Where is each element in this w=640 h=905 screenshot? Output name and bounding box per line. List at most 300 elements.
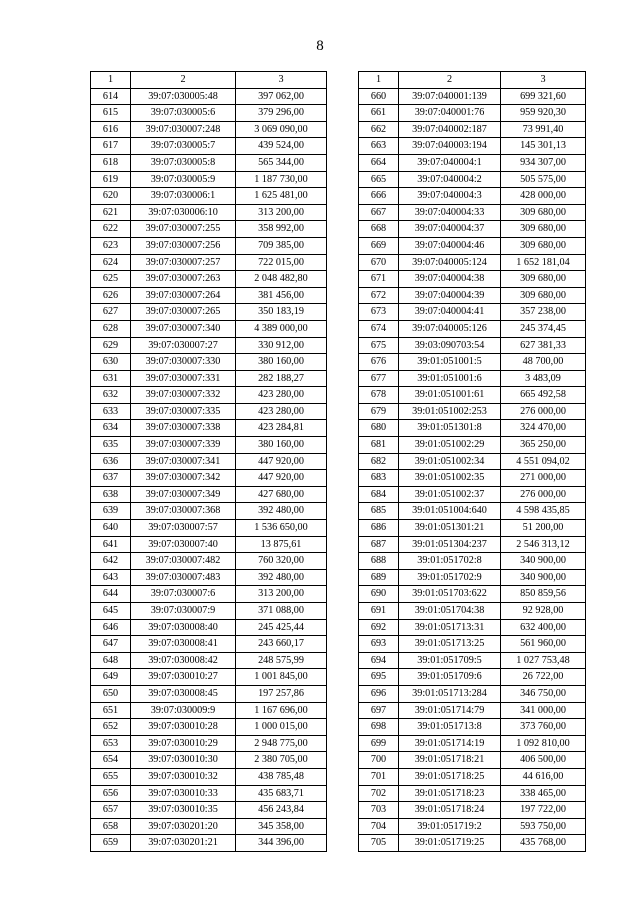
table-row (359, 818, 586, 835)
row-number: 642 (91, 553, 131, 570)
cadastral-number: 39:07:030007:482 (131, 553, 236, 570)
row-number: 694 (359, 652, 399, 669)
cadastral-value: 438 785,48 (236, 768, 327, 785)
row-number: 674 (359, 320, 399, 337)
cadastral-value: 3 483,09 (501, 370, 586, 387)
cadastral-value: 722 015,00 (236, 254, 327, 271)
table-row (91, 735, 327, 752)
table-row (359, 387, 586, 404)
cadastral-value: 145 301,13 (501, 138, 586, 155)
cadastral-number: 39:01:051719:25 (399, 835, 501, 852)
cadastral-number: 39:07:030005:8 (131, 154, 236, 171)
cadastral-value: 340 900,00 (501, 553, 586, 570)
cadastral-value: 381 456,00 (236, 287, 327, 304)
row-number: 661 (359, 105, 399, 122)
table-row (91, 254, 327, 271)
cadastral-value: 561 960,00 (501, 636, 586, 653)
cadastral-value: 505 575,00 (501, 171, 586, 188)
table-row (359, 752, 586, 769)
row-number: 663 (359, 138, 399, 155)
row-number: 653 (91, 735, 131, 752)
cadastral-number: 39:07:030007:340 (131, 320, 236, 337)
cadastral-value: 397 062,00 (236, 88, 327, 105)
table-row (91, 486, 327, 503)
cadastral-number: 39:07:030201:21 (131, 835, 236, 852)
cadastral-value: 392 480,00 (236, 569, 327, 586)
cadastral-number: 39:07:030010:28 (131, 719, 236, 736)
cadastral-number: 39:01:051002:253 (399, 403, 501, 420)
row-number: 623 (91, 237, 131, 254)
table-row (359, 603, 586, 620)
row-number: 614 (91, 88, 131, 105)
row-number: 700 (359, 752, 399, 769)
column-header-cadastral: 2 (131, 72, 236, 89)
cadastral-number: 39:07:030007:57 (131, 520, 236, 537)
cadastral-number: 39:07:040004:33 (399, 204, 501, 221)
cadastral-value: 709 385,00 (236, 237, 327, 254)
cadastral-value: 3 069 090,00 (236, 121, 327, 138)
cadastral-number: 39:07:030007:255 (131, 221, 236, 238)
cadastral-value: 324 470,00 (501, 420, 586, 437)
cadastral-number: 39:07:030007:368 (131, 503, 236, 520)
cadastral-number: 39:07:030007:248 (131, 121, 236, 138)
table-row (91, 370, 327, 387)
cadastral-value: 13 875,61 (236, 536, 327, 553)
cadastral-value: 340 900,00 (501, 569, 586, 586)
table-row (359, 685, 586, 702)
registry-table-left (90, 71, 327, 852)
cadastral-value: 357 238,00 (501, 304, 586, 321)
table-row (359, 287, 586, 304)
row-number: 634 (91, 420, 131, 437)
row-number: 669 (359, 237, 399, 254)
cadastral-value: 51 200,00 (501, 520, 586, 537)
table-row (359, 652, 586, 669)
table-row (91, 586, 327, 603)
cadastral-value: 665 492,58 (501, 387, 586, 404)
table-row (91, 271, 327, 288)
table-row (359, 337, 586, 354)
cadastral-number: 39:07:030005:9 (131, 171, 236, 188)
row-number: 684 (359, 486, 399, 503)
row-number: 704 (359, 818, 399, 835)
cadastral-value: 309 680,00 (501, 204, 586, 221)
table-row (91, 121, 327, 138)
row-number: 660 (359, 88, 399, 105)
cadastral-number: 39:07:030007:332 (131, 387, 236, 404)
row-number: 690 (359, 586, 399, 603)
cadastral-value: 309 680,00 (501, 221, 586, 238)
row-number: 666 (359, 188, 399, 205)
table-row (359, 204, 586, 221)
cadastral-number: 39:01:051713:284 (399, 685, 501, 702)
table-header-row (91, 72, 327, 89)
row-number: 668 (359, 221, 399, 238)
cadastral-value: 406 500,00 (501, 752, 586, 769)
table-row (359, 221, 586, 238)
cadastral-number: 39:01:051714:79 (399, 702, 501, 719)
cadastral-value: 427 680,00 (236, 486, 327, 503)
cadastral-value: 760 320,00 (236, 553, 327, 570)
table-row (359, 735, 586, 752)
cadastral-number: 39:07:030008:45 (131, 685, 236, 702)
cadastral-number: 39:07:030007:330 (131, 354, 236, 371)
cadastral-number: 39:01:051709:6 (399, 669, 501, 686)
cadastral-value: 371 088,00 (236, 603, 327, 620)
row-number: 635 (91, 437, 131, 454)
row-number: 664 (359, 154, 399, 171)
cadastral-number: 39:01:051002:29 (399, 437, 501, 454)
cadastral-number: 39:07:040002:187 (399, 121, 501, 138)
cadastral-value: 850 859,56 (501, 586, 586, 603)
row-number: 703 (359, 802, 399, 819)
cadastral-value: 245 374,45 (501, 320, 586, 337)
cadastral-number: 39:07:030008:41 (131, 636, 236, 653)
table-row (359, 403, 586, 420)
table-row (91, 304, 327, 321)
cadastral-number: 39:01:051304:237 (399, 536, 501, 553)
cadastral-number: 39:07:030010:27 (131, 669, 236, 686)
row-number: 638 (91, 486, 131, 503)
cadastral-value: 423 284,81 (236, 420, 327, 437)
cadastral-number: 39:01:051718:23 (399, 785, 501, 802)
cadastral-number: 39:07:030007:341 (131, 453, 236, 470)
row-number: 698 (359, 719, 399, 736)
table-row (359, 619, 586, 636)
row-number: 631 (91, 370, 131, 387)
cadastral-number: 39:07:030007:264 (131, 287, 236, 304)
cadastral-number: 39:07:030010:33 (131, 785, 236, 802)
table-row (91, 403, 327, 420)
row-number: 650 (91, 685, 131, 702)
row-number: 647 (91, 636, 131, 653)
table-row (91, 669, 327, 686)
cadastral-number: 39:01:051718:25 (399, 768, 501, 785)
row-number: 671 (359, 271, 399, 288)
table-row (91, 702, 327, 719)
table-row (359, 536, 586, 553)
row-number: 681 (359, 437, 399, 454)
cadastral-value: 345 358,00 (236, 818, 327, 835)
table-row (91, 719, 327, 736)
table-row (91, 470, 327, 487)
table-row (359, 470, 586, 487)
table-row (91, 520, 327, 537)
cadastral-value: 245 425,44 (236, 619, 327, 636)
cadastral-value: 593 750,00 (501, 818, 586, 835)
cadastral-number: 39:01:051713:25 (399, 636, 501, 653)
column-header-value: 3 (236, 72, 327, 89)
cadastral-number: 39:07:030010:29 (131, 735, 236, 752)
cadastral-number: 39:07:030007:342 (131, 470, 236, 487)
cadastral-number: 39:07:040005:124 (399, 254, 501, 271)
table-row (359, 188, 586, 205)
row-number: 693 (359, 636, 399, 653)
cadastral-value: 1 000 015,00 (236, 719, 327, 736)
cadastral-number: 39:01:051713:31 (399, 619, 501, 636)
cadastral-value: 276 000,00 (501, 486, 586, 503)
table-row (91, 553, 327, 570)
table-row (91, 138, 327, 155)
row-number: 656 (91, 785, 131, 802)
table-row (91, 785, 327, 802)
cadastral-value: 565 344,00 (236, 154, 327, 171)
row-number: 629 (91, 337, 131, 354)
row-number: 654 (91, 752, 131, 769)
table-row (91, 652, 327, 669)
row-number: 641 (91, 536, 131, 553)
table-header-row (359, 72, 586, 89)
table-row (359, 304, 586, 321)
cadastral-number: 39:07:030007:335 (131, 403, 236, 420)
cadastral-number: 39:07:030006:10 (131, 204, 236, 221)
cadastral-value: 627 381,33 (501, 337, 586, 354)
table-row (91, 237, 327, 254)
cadastral-number: 39:07:030007:9 (131, 603, 236, 620)
table-row (91, 221, 327, 238)
table-row (359, 254, 586, 271)
cadastral-value: 48 700,00 (501, 354, 586, 371)
cadastral-value: 428 000,00 (501, 188, 586, 205)
row-number: 624 (91, 254, 131, 271)
cadastral-value: 2 048 482,80 (236, 271, 327, 288)
cadastral-value: 282 188,27 (236, 370, 327, 387)
cadastral-value: 44 616,00 (501, 768, 586, 785)
row-number: 677 (359, 370, 399, 387)
cadastral-number: 39:01:051004:640 (399, 503, 501, 520)
cadastral-number: 39:07:040004:39 (399, 287, 501, 304)
table-row (359, 420, 586, 437)
row-number: 636 (91, 453, 131, 470)
cadastral-value: 341 000,00 (501, 702, 586, 719)
cadastral-number: 39:07:030010:30 (131, 752, 236, 769)
row-number: 675 (359, 337, 399, 354)
row-number: 658 (91, 818, 131, 835)
row-number: 686 (359, 520, 399, 537)
cadastral-value: 358 992,00 (236, 221, 327, 238)
row-number: 670 (359, 254, 399, 271)
table-row (91, 685, 327, 702)
row-number: 622 (91, 221, 131, 238)
column-header-cadastral: 2 (399, 72, 501, 89)
cadastral-number: 39:07:030007:27 (131, 337, 236, 354)
cadastral-value: 1 625 481,00 (236, 188, 327, 205)
table-row (91, 603, 327, 620)
cadastral-value: 313 200,00 (236, 204, 327, 221)
row-number: 692 (359, 619, 399, 636)
cadastral-value: 699 321,60 (501, 88, 586, 105)
table-row (91, 88, 327, 105)
cadastral-value: 243 660,17 (236, 636, 327, 653)
cadastral-value: 313 200,00 (236, 586, 327, 603)
cadastral-number: 39:07:030009:9 (131, 702, 236, 719)
cadastral-value: 379 296,00 (236, 105, 327, 122)
cadastral-number: 39:07:040004:41 (399, 304, 501, 321)
cadastral-value: 330 912,00 (236, 337, 327, 354)
row-number: 691 (359, 603, 399, 620)
cadastral-number: 39:07:030010:32 (131, 768, 236, 785)
table-body-right (359, 88, 586, 851)
cadastral-value: 447 920,00 (236, 470, 327, 487)
cadastral-value: 338 465,00 (501, 785, 586, 802)
cadastral-number: 39:01:051001:61 (399, 387, 501, 404)
row-number: 659 (91, 835, 131, 852)
cadastral-value: 2 948 775,00 (236, 735, 327, 752)
row-number: 640 (91, 520, 131, 537)
row-number: 643 (91, 569, 131, 586)
registry-table-right (358, 71, 586, 852)
cadastral-value: 380 160,00 (236, 437, 327, 454)
row-number: 633 (91, 403, 131, 420)
table-row (91, 503, 327, 520)
cadastral-number: 39:07:030201:20 (131, 818, 236, 835)
cadastral-value: 2 380 705,00 (236, 752, 327, 769)
table-row (359, 569, 586, 586)
row-number: 620 (91, 188, 131, 205)
cadastral-number: 39:07:030005:6 (131, 105, 236, 122)
row-number: 621 (91, 204, 131, 221)
row-number: 618 (91, 154, 131, 171)
cadastral-value: 350 183,19 (236, 304, 327, 321)
cadastral-number: 39:07:030007:265 (131, 304, 236, 321)
cadastral-number: 39:07:040004:38 (399, 271, 501, 288)
row-number: 616 (91, 121, 131, 138)
table-row (359, 785, 586, 802)
table-row (91, 171, 327, 188)
table-row (91, 320, 327, 337)
table-row (91, 105, 327, 122)
cadastral-number: 39:01:051714:19 (399, 735, 501, 752)
table-row (359, 370, 586, 387)
table-row (359, 503, 586, 520)
column-header-value: 3 (501, 72, 586, 89)
cadastral-number: 39:07:040005:126 (399, 320, 501, 337)
table-row (359, 702, 586, 719)
table-row (91, 453, 327, 470)
table-row (359, 88, 586, 105)
row-number: 685 (359, 503, 399, 520)
cadastral-number: 39:07:040004:46 (399, 237, 501, 254)
cadastral-value: 435 683,71 (236, 785, 327, 802)
table-row (91, 536, 327, 553)
table-row (359, 453, 586, 470)
row-number: 615 (91, 105, 131, 122)
row-number: 644 (91, 586, 131, 603)
cadastral-value: 346 750,00 (501, 685, 586, 702)
cadastral-value: 456 243,84 (236, 802, 327, 819)
cadastral-number: 39:03:090703:54 (399, 337, 501, 354)
row-number: 682 (359, 453, 399, 470)
row-number: 683 (359, 470, 399, 487)
row-number: 625 (91, 271, 131, 288)
table-row (91, 619, 327, 636)
cadastral-value: 632 400,00 (501, 619, 586, 636)
row-number: 652 (91, 719, 131, 736)
cadastral-number: 39:07:030010:35 (131, 802, 236, 819)
row-number: 637 (91, 470, 131, 487)
table-row (91, 287, 327, 304)
row-number: 705 (359, 835, 399, 852)
cadastral-number: 39:01:051002:34 (399, 453, 501, 470)
cadastral-number: 39:01:051301:8 (399, 420, 501, 437)
row-number: 630 (91, 354, 131, 371)
table-row (359, 271, 586, 288)
cadastral-number: 39:07:030007:263 (131, 271, 236, 288)
cadastral-number: 39:07:030007:257 (131, 254, 236, 271)
table-row (91, 636, 327, 653)
row-number: 632 (91, 387, 131, 404)
cadastral-number: 39:01:051702:9 (399, 569, 501, 586)
cadastral-value: 92 928,00 (501, 603, 586, 620)
cadastral-number: 39:07:030005:48 (131, 88, 236, 105)
cadastral-number: 39:07:040004:37 (399, 221, 501, 238)
cadastral-value: 1 536 650,00 (236, 520, 327, 537)
cadastral-number: 39:07:030005:7 (131, 138, 236, 155)
row-number: 680 (359, 420, 399, 437)
cadastral-value: 26 722,00 (501, 669, 586, 686)
cadastral-value: 365 250,00 (501, 437, 586, 454)
row-number: 651 (91, 702, 131, 719)
cadastral-number: 39:01:051709:5 (399, 652, 501, 669)
row-number: 646 (91, 619, 131, 636)
row-number: 678 (359, 387, 399, 404)
cadastral-value: 271 000,00 (501, 470, 586, 487)
row-number: 679 (359, 403, 399, 420)
row-number: 645 (91, 603, 131, 620)
row-number: 688 (359, 553, 399, 570)
table-row (359, 553, 586, 570)
table-row (91, 752, 327, 769)
cadastral-number: 39:07:030008:42 (131, 652, 236, 669)
cadastral-number: 39:01:051002:35 (399, 470, 501, 487)
cadastral-number: 39:07:030007:256 (131, 237, 236, 254)
table-row (359, 105, 586, 122)
cadastral-value: 4 598 435,85 (501, 503, 586, 520)
cadastral-value: 197 722,00 (501, 802, 586, 819)
cadastral-number: 39:07:030007:40 (131, 536, 236, 553)
table-row (91, 802, 327, 819)
table-row (359, 802, 586, 819)
table-row (91, 835, 327, 852)
cadastral-number: 39:07:030008:40 (131, 619, 236, 636)
cadastral-number: 39:07:030007:349 (131, 486, 236, 503)
cadastral-number: 39:07:030007:339 (131, 437, 236, 454)
cadastral-value: 1 092 810,00 (501, 735, 586, 752)
table-row (359, 171, 586, 188)
row-number: 687 (359, 536, 399, 553)
table-row (91, 420, 327, 437)
cadastral-value: 1 187 730,00 (236, 171, 327, 188)
cadastral-number: 39:01:051001:6 (399, 370, 501, 387)
table-row (91, 768, 327, 785)
cadastral-value: 248 575,99 (236, 652, 327, 669)
cadastral-value: 423 280,00 (236, 403, 327, 420)
cadastral-value: 309 680,00 (501, 237, 586, 254)
row-number: 657 (91, 802, 131, 819)
table-row (91, 387, 327, 404)
cadastral-value: 309 680,00 (501, 287, 586, 304)
table-row (359, 768, 586, 785)
cadastral-number: 39:01:051713:8 (399, 719, 501, 736)
cadastral-value: 380 160,00 (236, 354, 327, 371)
cadastral-number: 39:01:051001:5 (399, 354, 501, 371)
cadastral-number: 39:01:051301:21 (399, 520, 501, 537)
cadastral-number: 39:01:051718:24 (399, 802, 501, 819)
cadastral-number: 39:07:040004:1 (399, 154, 501, 171)
row-number: 667 (359, 204, 399, 221)
table-row (359, 138, 586, 155)
cadastral-number: 39:01:051702:8 (399, 553, 501, 570)
